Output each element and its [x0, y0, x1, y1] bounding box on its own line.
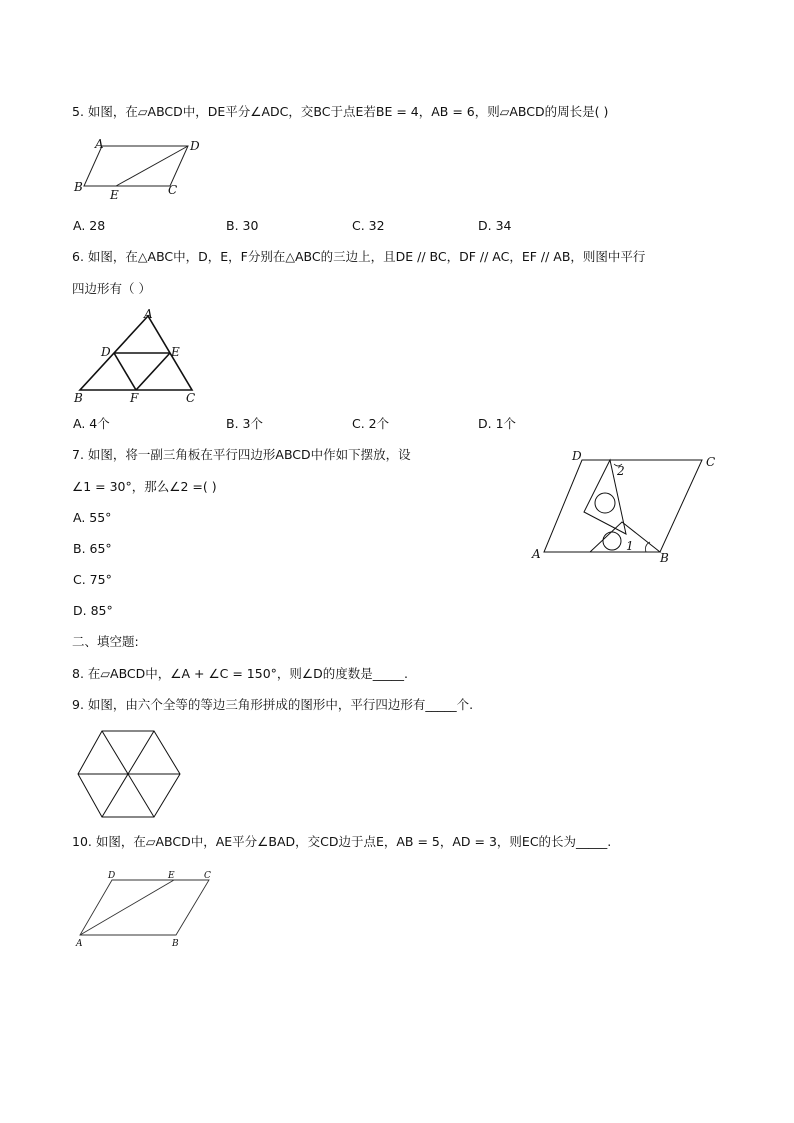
- q6-option-a: A. 4个: [73, 416, 110, 431]
- q5-stem: 5. 如图，在▱ABCD中，DE平分∠ADC，交BC于点E若BE = 4，AB = 6，则▱ABCD的周长是( ): [72, 104, 609, 119]
- q5-label-a: A: [95, 137, 104, 151]
- q7-label-d: D: [572, 449, 582, 463]
- q5-option-a: A. 28: [73, 218, 106, 233]
- q6-figure: [70, 306, 210, 406]
- q10-figure: [72, 868, 222, 952]
- q10-label-d: D: [108, 871, 116, 881]
- q5-label-e: E: [110, 188, 119, 202]
- q6-label-e: E: [171, 345, 180, 359]
- q10-label-a: A: [76, 939, 83, 949]
- q9-stem: 9. 如图，由六个全等的等边三角形拼成的图形中，平行四边形有_____个.: [72, 697, 474, 712]
- q6-segment-ef: [136, 353, 170, 390]
- q5-label-c: C: [168, 183, 178, 197]
- section2-heading: 二、填空题:: [72, 634, 139, 649]
- q6-stem-line1: 6. 如图，在△ABC中，D，E，F分别在△ABC的三边上，且DE // BC，DF // AC，EF // AB，则图中平行: [72, 249, 646, 264]
- q6-option-d: D. 1个: [478, 416, 517, 431]
- q6-option-c: C. 2个: [352, 416, 390, 431]
- q10-label-c: C: [204, 871, 211, 881]
- q10-parallelogram: [80, 880, 209, 935]
- q7-set-square-hole-2: [603, 532, 621, 550]
- q9-hexagon-figure: [72, 727, 188, 823]
- q7-option-c: C. 75°: [73, 572, 112, 587]
- q5-label-b: B: [74, 180, 83, 194]
- q7-figure: [526, 448, 726, 568]
- q5-label-d: D: [190, 139, 200, 153]
- q6-option-b: B. 3个: [226, 416, 263, 431]
- q10-label-e: E: [168, 871, 175, 881]
- q7-label-c: C: [706, 455, 716, 469]
- q6-segment-df: [114, 353, 136, 390]
- q6-label-b: B: [74, 391, 83, 405]
- q5-option-d: D. 34: [478, 218, 512, 233]
- q7-set-square-45: [590, 522, 660, 552]
- q7-option-d: D. 85°: [73, 603, 113, 618]
- q5-figure: [70, 136, 210, 206]
- q10-label-b: B: [172, 939, 179, 949]
- q7-option-a: A. 55°: [73, 510, 112, 525]
- q10-stem: 10. 如图，在▱ABCD中，AE平分∠BAD，交CD边于点E，AB = 5，AD = 3，则EC的长为_____.: [72, 834, 612, 849]
- q5-option-c: C. 32: [352, 218, 385, 233]
- q5-option-b: B. 30: [226, 218, 259, 233]
- q5-parallelogram: [84, 146, 188, 186]
- q6-label-a: A: [144, 307, 153, 321]
- q7-set-square-hole-1: [595, 493, 615, 513]
- q7-label-angle-1: 1: [626, 539, 634, 553]
- q7-stem-line1: 7. 如图，将一副三角板在平行四边形ABCD中作如下摆放，设: [72, 447, 411, 462]
- q6-stem-line2: 四边形有（ ）: [72, 281, 151, 296]
- q10-segment-ae: [80, 880, 174, 935]
- q5-segment-de: [116, 146, 188, 186]
- q6-label-c: C: [186, 391, 196, 405]
- q7-label-angle-2: 2: [617, 464, 625, 478]
- q8-stem: 8. 在▱ABCD中，∠A + ∠C = 150°，则∠D的度数是_____.: [72, 666, 408, 681]
- q6-label-d: D: [101, 345, 111, 359]
- q7-label-a: A: [532, 547, 541, 561]
- q7-label-b: B: [660, 551, 669, 565]
- q7-stem-line2: ∠1 = 30°，那么∠2 =( ): [72, 479, 217, 494]
- q6-label-f: F: [130, 391, 139, 405]
- q7-option-b: B. 65°: [73, 541, 112, 556]
